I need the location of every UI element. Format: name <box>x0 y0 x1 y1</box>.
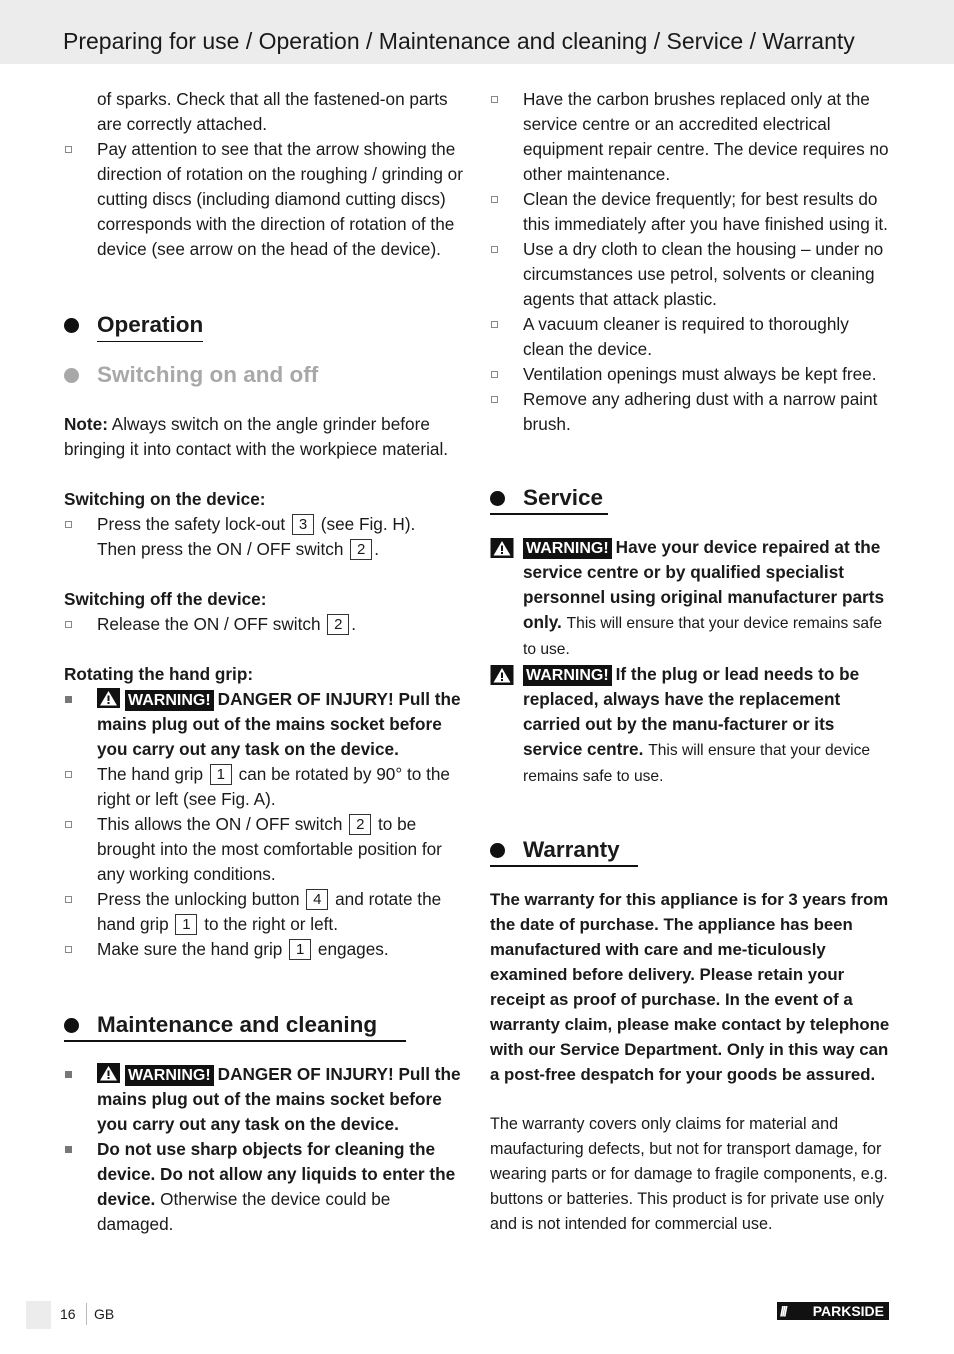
checkbox-bullet-icon <box>65 946 72 953</box>
part-number-box: 2 <box>350 539 372 560</box>
checkbox-bullet-icon <box>65 896 72 903</box>
parkside-logo <box>777 1302 889 1320</box>
warning-triangle-icon <box>490 665 514 685</box>
bullet-dot-icon <box>490 843 505 858</box>
square-bullet-icon <box>65 1071 72 1078</box>
list-item: Have the carbon brushes replaced only at the service centre or an accredited electrical equipment repair centre. The device requires no other maintenance. <box>490 87 890 187</box>
square-bullet-icon <box>65 1146 72 1153</box>
warning-label: WARNING! <box>523 538 612 559</box>
footer-divider <box>86 1303 87 1325</box>
page-number: 16 <box>60 1306 76 1322</box>
list-item <box>64 87 464 137</box>
checkbox-bullet-icon <box>491 196 498 203</box>
section-heading-warranty: Warranty <box>490 835 890 865</box>
checkbox-bullet-icon <box>65 146 72 153</box>
checkbox-bullet-icon <box>65 621 72 628</box>
warning-triangle-icon <box>97 1063 120 1083</box>
list-item-text: of sparks. Check that all the fastened-on parts are correctly attached. <box>97 89 448 134</box>
bullet-dot-icon <box>64 1018 79 1033</box>
subheading-switch-off: Switching off the device: <box>64 589 267 609</box>
square-bullet-icon <box>65 696 72 703</box>
checkbox-bullet-icon <box>491 396 498 403</box>
list-item: Do not use sharp objects for cleaning the device. Do not allow any liquids to enter the device. Otherwise the device could be damaged. <box>64 1137 464 1237</box>
bullet-dot-icon <box>64 368 79 383</box>
left-column <box>64 87 464 1237</box>
part-number-box: 1 <box>289 939 311 960</box>
section-heading-service: Service <box>490 483 890 513</box>
list-item: The hand grip 1 can be rotated by 90° to the right or left (see Fig. A). <box>64 762 464 812</box>
part-number-box: 3 <box>292 514 314 535</box>
warning-item: WARNING! DANGER OF INJURY! Pull the mains plug out of the mains socket before you carry out any task on the device. <box>64 687 464 762</box>
logo-text: PARKSIDE <box>812 1303 884 1319</box>
list-item: Ventilation openings must always be kept free. <box>490 362 890 387</box>
service-warning-2: WARNING! If the plug or lead needs to be replaced, always have the replacement carried out by the manu-facturer or its service centre. This will ensure that your device remains safe to use. <box>490 662 890 789</box>
warning-triangle-icon <box>97 688 120 708</box>
part-number-box: 4 <box>306 889 328 910</box>
list-item: Press the unlocking button 4 and rotate the hand grip 1 to the right or left. <box>64 887 464 937</box>
warning-triangle-icon <box>490 538 514 558</box>
checkbox-bullet-icon <box>65 771 72 778</box>
page-header <box>0 0 954 64</box>
checkbox-bullet-icon <box>65 821 72 828</box>
list-item-text: Pay attention to see that the arrow showing the direction of rotation on the roughing / grinding or cutting discs (including diamond cutting discs) corresponds with the direction of rotation of the device (see arrow on the head of the device). <box>97 139 463 259</box>
section-heading-operation: Operation <box>64 310 464 340</box>
page-marker <box>26 1301 51 1329</box>
warning-label: WARNING! <box>523 665 612 686</box>
part-number-box: 1 <box>175 914 197 935</box>
service-warning-1: WARNING! Have your device repaired at the service centre or by qualified specialist personnel using original manufacturer parts only. This will ensure that your device remains safe to use. <box>490 535 890 662</box>
checkbox-bullet-icon <box>491 371 498 378</box>
bullet-dot-icon <box>490 491 505 506</box>
bullet-dot-icon <box>64 318 79 333</box>
checkbox-bullet-icon <box>491 321 498 328</box>
checkbox-bullet-icon <box>491 246 498 253</box>
subheading-rotating: Rotating the hand grip: <box>64 664 254 684</box>
warranty-bold-paragraph: The warranty for this appliance is for 3 years from the date of purchase. The appliance has been manufactured with care and me-ticulously examined before delivery. Please retain your receipt as proof of purchase. In the event of a warranty claim, please make contact by telephone with our Service Department. Only in this way can a post-free despatch for your goods be assured. <box>490 890 890 1084</box>
warning-item: WARNING! DANGER OF INJURY! Pull the mains plug out of the mains socket before you carry out any task on the device. <box>64 1062 464 1137</box>
list-item: Release the ON / OFF switch 2 . <box>64 612 464 637</box>
note-paragraph: Note: Always switch on the angle grinder before bringing it into contact with the workpiece material. <box>64 414 449 459</box>
section-heading-maintenance: Maintenance and cleaning <box>64 1010 464 1040</box>
list-item: This allows the ON / OFF switch 2 to be brought into the most comfortable position for any working conditions. <box>64 812 464 887</box>
warning-label: WARNING! <box>125 690 214 711</box>
checkbox-bullet-icon <box>491 96 498 103</box>
list-item: Make sure the hand grip 1 engages. <box>64 937 464 962</box>
list-item: Clean the device frequently; for best results do this immediately after you have finished using it. <box>490 187 890 237</box>
list-item: A vacuum cleaner is required to thoroughly clean the device. <box>490 312 890 362</box>
subheading-switch-on: Switching on the device: <box>64 489 266 509</box>
part-number-box: 2 <box>349 814 371 835</box>
warranty-paragraph: The warranty covers only claims for material and maufacturing defects, but not for transport damage, for wearing parts or for damage to fragile components, e.g. buttons or batteries. This product is for private use only and is not intended for commercial use. <box>490 1115 888 1233</box>
list-item <box>64 137 464 262</box>
warning-label: WARNING! <box>125 1065 214 1086</box>
list-item: Use a dry cloth to clean the housing – under no circumstances use petrol, solvents or cleaning agents that attack plastic. <box>490 237 890 312</box>
page-title: Preparing for use / Operation / Maintenance and cleaning / Service / Warranty <box>63 28 855 54</box>
right-column <box>490 87 890 1237</box>
part-number-box: 2 <box>327 614 349 635</box>
checkbox-bullet-icon <box>65 521 72 528</box>
list-item: Press the safety lock-out 3 (see Fig. H). Then press the ON / OFF switch 2 . <box>64 512 464 562</box>
part-number-box: 1 <box>210 764 232 785</box>
list-item: Remove any adhering dust with a narrow paint brush. <box>490 387 890 437</box>
logo-slashes-icon: /// <box>780 1303 786 1319</box>
section-heading-switching: Switching on and off <box>64 360 464 390</box>
language-code: GB <box>94 1306 115 1322</box>
